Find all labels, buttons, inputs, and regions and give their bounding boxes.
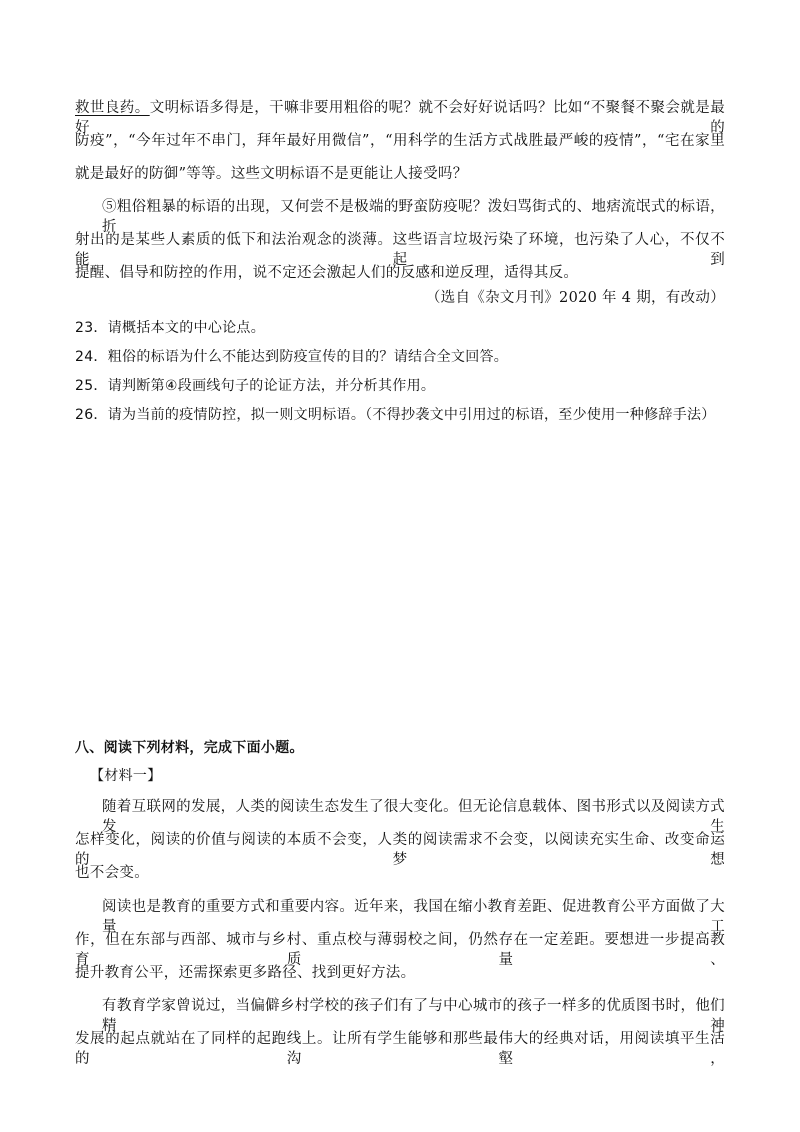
material-line: 阅读也是教育的重要方式和重要内容。近年来，我国在缩小教育差距、促进教育公平方面做了大量工 — [102, 899, 725, 935]
material-line: 提升教育公平，还需探索更多路径、找到更好方法。 — [75, 965, 416, 981]
material-line: 有教育学家曾说过，当偏僻乡村学校的孩子们有了与中心城市的孩子一样多的优质图书时，他们精神 — [102, 998, 725, 1034]
material-line: 随着互联网的发展，人类的阅读生态发生了很大变化。但无论信息载体、图书形式以及阅读方式发生 — [102, 799, 725, 835]
material-label: 【材料一】 — [90, 768, 162, 784]
passage-line: 防疫”，“今年过年不串门，拜年最好用微信”，“用科学的生活方式战胜最严峻的疫情”，“宅在家里 — [75, 133, 725, 149]
material-line: 怎样变化，阅读的价值与阅读的本质不会变，人类的阅读需求不会变，以阅读充实生命、改变命运的梦想 — [75, 832, 725, 868]
section-title: 八、阅读下列材料，完成下面小题。 — [75, 740, 304, 756]
question-25: 25．请判断第④段画线句子的论证方法，并分析其作用。 — [75, 378, 436, 394]
source-citation: （选自《杂文月刊》2020 年 4 期，有改动） — [425, 290, 725, 306]
question-26: 26．请为当前的疫情防控，拟一则文明标语。（不得抄袭文中引用过的标语，至少使用一种修辞手法） — [75, 407, 716, 423]
question-23: 23．请概括本文的中心论点。 — [75, 320, 266, 336]
underlined-sentence: 救世良药。 — [75, 100, 150, 116]
material-line: 也不会变。 — [75, 865, 149, 881]
material-line: 作，但在东部与西部、城市与乡村、重点校与薄弱校之间，仍然存在一定差距。要想进一步提高教育质量、 — [75, 932, 725, 968]
passage-line: 提醒、倡导和防控的作用，说不定还会激起人们的反感和逆反理，适得其反。 — [75, 265, 579, 281]
passage-line: ⑤粗俗粗暴的标语的出现，又何尝不是极端的野蛮防疫呢？泼妇骂街式的、地痞流氓式的标语，折 — [102, 199, 725, 235]
passage-text: 文明标语多得是，干嘛非要用粗俗的呢？就不会好好说话吗？比如“不聚餐不聚会就是最好的 — [75, 100, 726, 136]
passage-line: 射出的是某些人素质的低下和法治观念的淡薄。这些语言垃圾污染了环境，也污染了人心，不仅不能起到 — [75, 232, 725, 268]
passage-line: 就是最好的防御”等等。这些文明标语不是更能让人接受吗？ — [75, 166, 468, 182]
question-24: 24．粗俗的标语为什么不能达到防疫宣传的目的？请结合全文回答。 — [75, 349, 509, 365]
material-line: 发展的起点就站在了同样的起跑线上。让所有学生能够和那些最伟大的经典对话，用阅读填平生活的沟壑， — [75, 1031, 725, 1067]
